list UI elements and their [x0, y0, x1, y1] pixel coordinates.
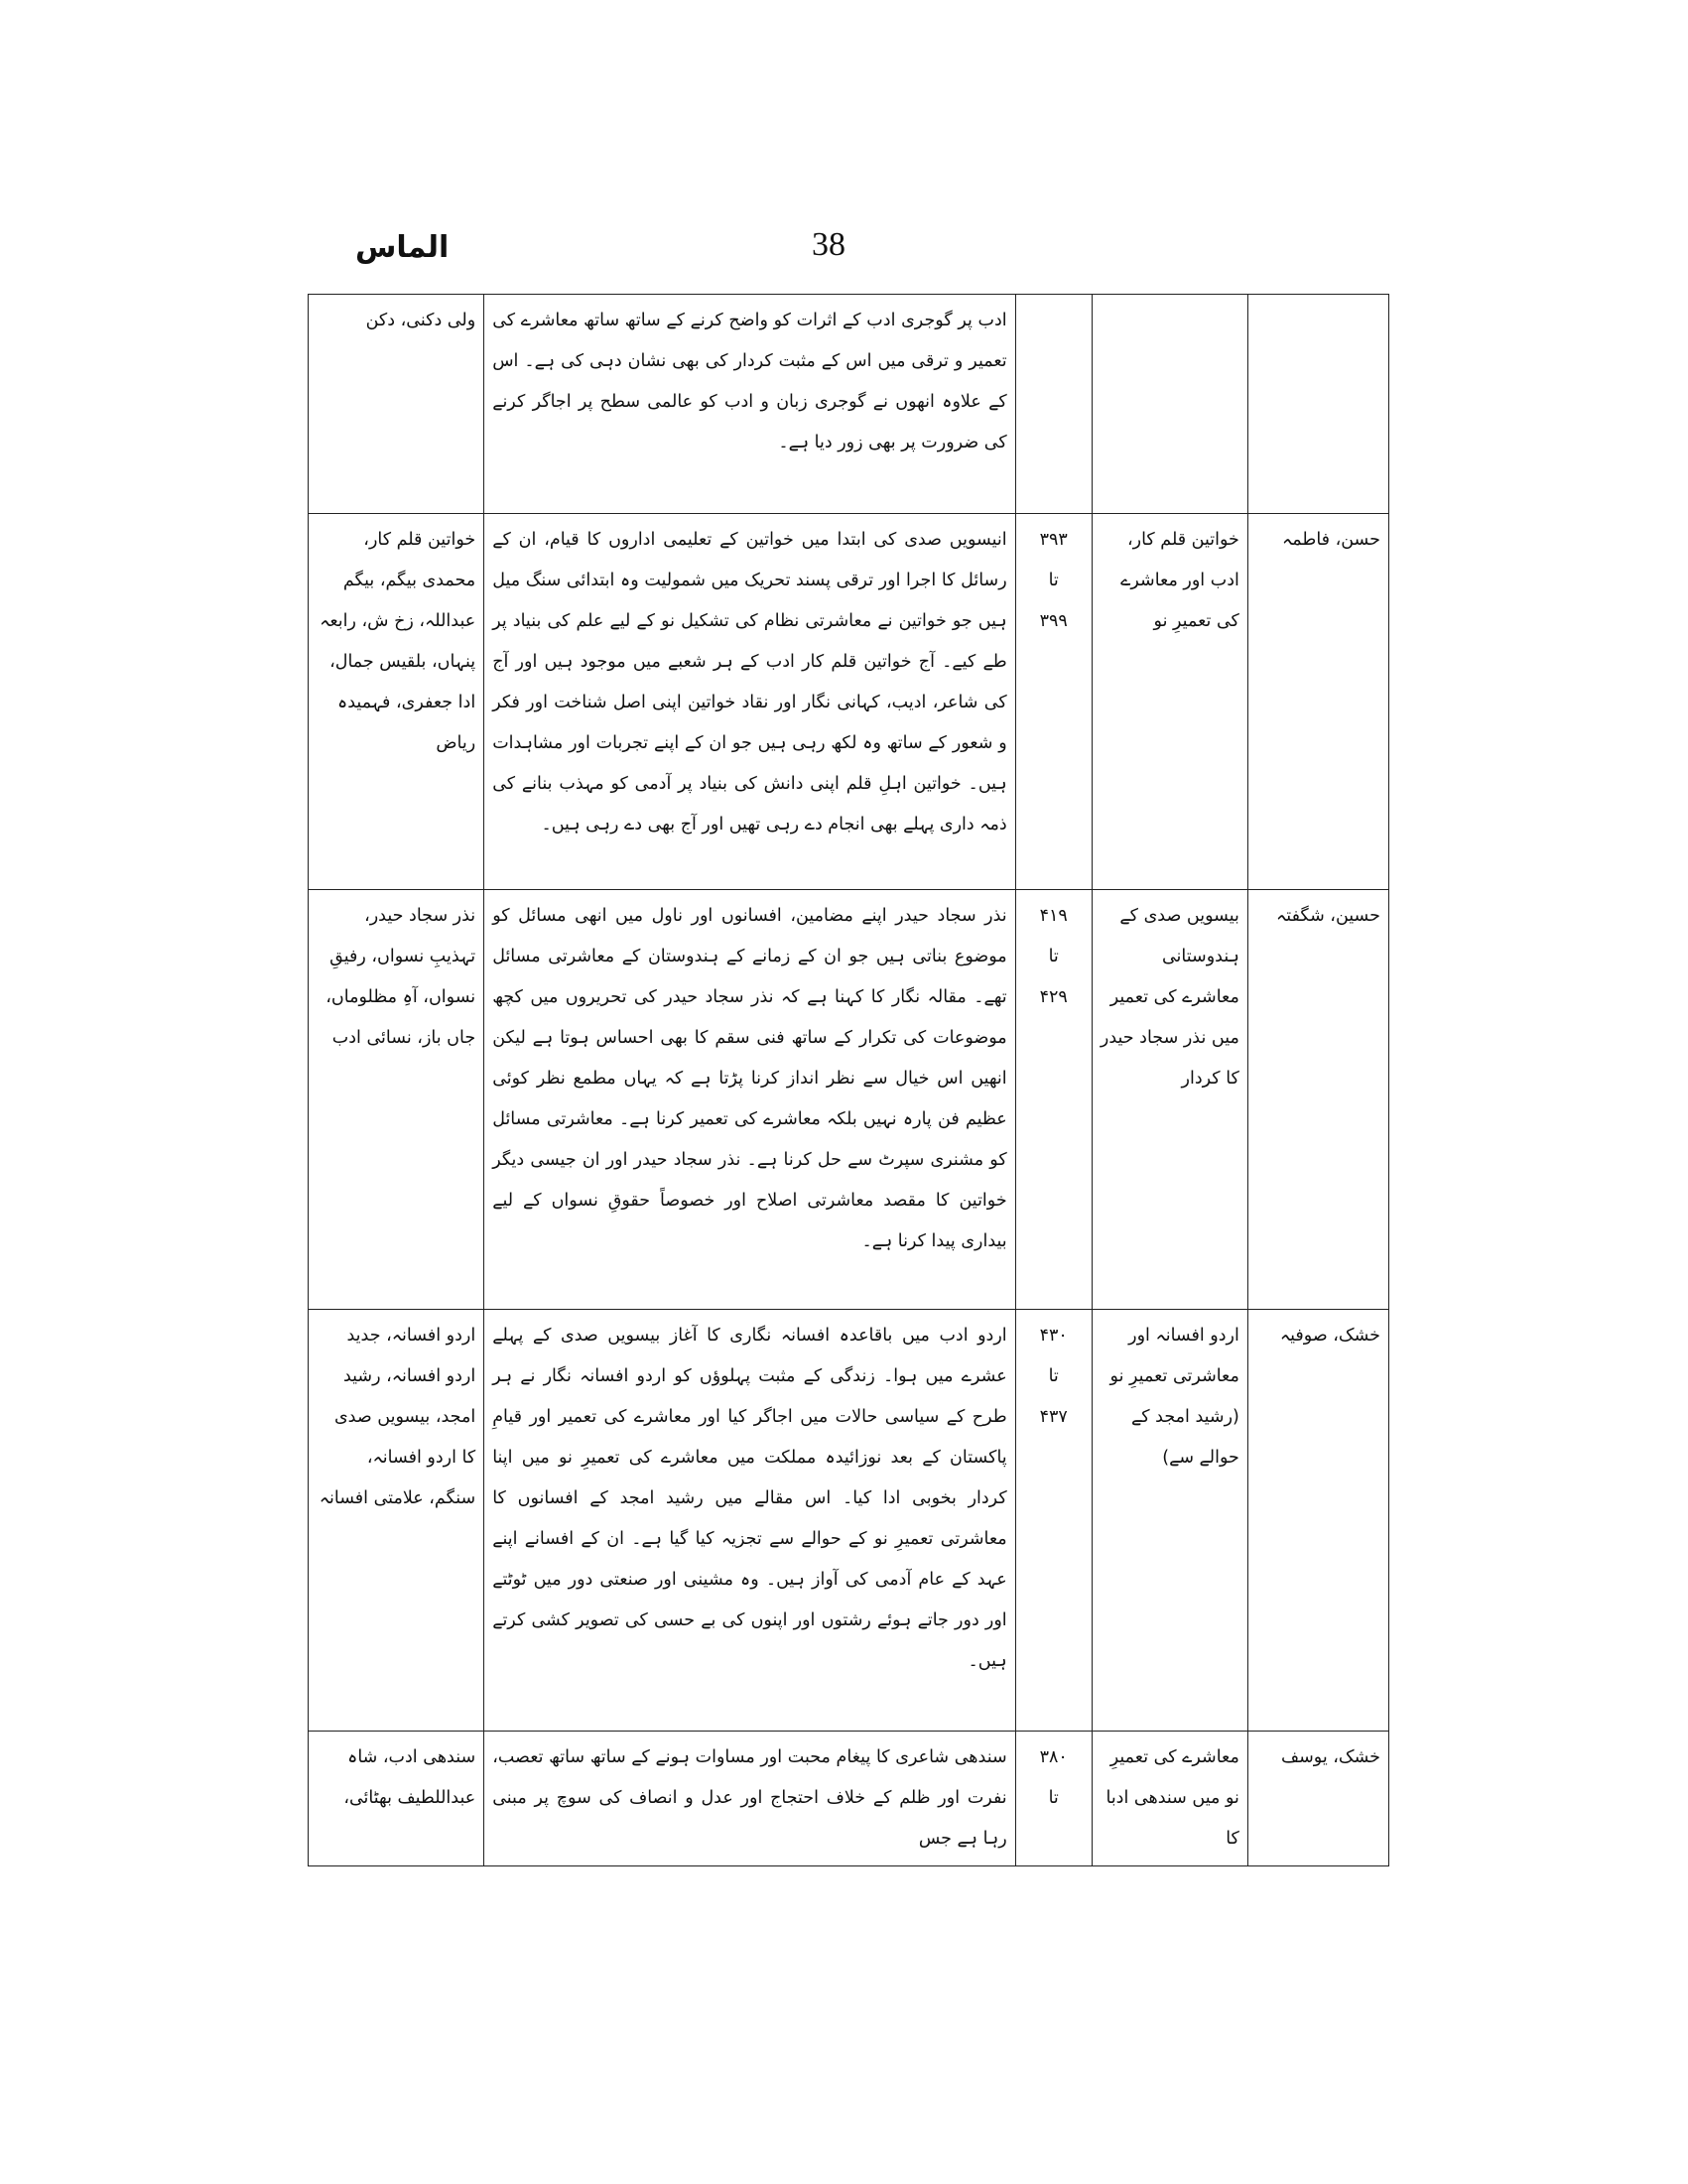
page-start: ۴۳۰ — [1039, 1326, 1068, 1346]
pages-cell — [1015, 1732, 1092, 1866]
keywords-cell: اردو افسانہ، جدید اردو افسانہ، رشید امجد، بیسویں صدی کا اردو افسانہ، سنگم، علامتی افسانہ — [309, 1310, 484, 1732]
pages-cell — [1015, 1310, 1092, 1732]
page-sep: تا — [1048, 571, 1059, 590]
table-row — [309, 890, 1389, 1310]
page-start: ۳۹۳ — [1039, 530, 1068, 550]
table-row — [309, 514, 1389, 890]
journal-name: الماس — [355, 230, 450, 265]
title-cell: بیسویں صدی کے ہندوستانی معاشرے کی تعمیر میں نذر سجاد حیدر کا کردار — [1092, 890, 1247, 1310]
table-row — [309, 295, 1389, 514]
author-cell: خشک، صوفیہ — [1247, 1310, 1388, 1732]
author-cell: حسین، شگفتہ — [1247, 890, 1388, 1310]
page-sep: تا — [1048, 1788, 1059, 1808]
page-end: ۴۲۹ — [1039, 987, 1068, 1007]
abstract-cell: ادب پر گوجری ادب کے اثرات کو واضح کرنے کے ساتھ ساتھ معاشرے کی تعمیر و ترقی میں اس کے مثبت کردار کی بھی نشان دہی کی ہے۔ اس کے علاوہ انھوں نے گوجری زبان و ادب کو عالمی سطح پر اجاگر کرنے کی ضرورت پر بھی زور دیا ہے۔ — [484, 295, 1015, 514]
author-cell: خشک، یوسف — [1247, 1732, 1388, 1866]
table-row — [309, 1732, 1389, 1866]
page-end: ۳۹۹ — [1039, 611, 1068, 631]
author-cell — [1247, 295, 1388, 514]
pages-cell — [1015, 295, 1092, 514]
keywords-cell: سندھی ادب، شاہ عبداللطیف بھٹائی، — [309, 1732, 484, 1866]
page-end: ۴۳۷ — [1039, 1407, 1068, 1427]
abstract-cell: نذر سجاد حیدر اپنے مضامین، افسانوں اور ناول میں انھی مسائل کو موضوع بناتی ہیں جو ان کے زمانے کے ہندوستان کے معاشرتی مسائل تھے۔ مقالہ نگار کا کہنا ہے کہ نذر سجاد حیدر کی تحریروں میں کچھ موضوعات کی تکرار کے ساتھ فنی سقم کا بھی احساس ہوتا ہے لیکن انھیں اس خیال سے نظر انداز کرنا پڑتا ہے کہ یہاں مطمع نظر کوئی عظیم فن پارہ نہیں بلکہ معاشرے کی تعمیر کرنا ہے۔ معاشرتی مسائل کو مشنری سپرٹ سے حل کرنا ہے۔ نذر سجاد حیدر اور ان جیسی دیگر خواتین کا مقصد معاشرتی اصلاح اور خصوصاً حقوقِ نسواں کے لیے بیداری پیدا کرنا ہے۔ — [484, 890, 1015, 1310]
pages-cell — [1015, 890, 1092, 1310]
page-sep: تا — [1048, 947, 1059, 966]
keywords-cell: نذر سجاد حیدر، تہذیبِ نسواں، رفیقِ نسواں، آہِ مظلوماں، جاں باز، نسائی ادب — [309, 890, 484, 1310]
title-cell: خواتین قلم کار، ادب اور معاشرے کی تعمیرِ نو — [1092, 514, 1247, 890]
title-cell: معاشرے کی تعمیرِ نو میں سندھی ادبا کا — [1092, 1732, 1247, 1866]
pages-cell — [1015, 514, 1092, 890]
title-cell — [1092, 295, 1247, 514]
keywords-cell: خواتین قلم کار، محمدی بیگم، بیگم عبداللہ، زخ ش، رابعہ پنہاں، بلقیس جمال، ادا جعفری، فہمیدہ ریاض — [309, 514, 484, 890]
index-table — [308, 294, 1389, 1866]
title-cell: اردو افسانہ اور معاشرتی تعمیرِ نو (رشید امجد کے حوالے سے) — [1092, 1310, 1247, 1732]
abstract-cell: انیسویں صدی کی ابتدا میں خواتین کے تعلیمی اداروں کا قیام، ان کے رسائل کا اجرا اور ترقی پسند تحریک میں شمولیت وہ ابتدائی سنگ میل ہیں جو خواتین نے معاشرتی نظام کی تشکیل نو کے لیے علم کی بنیاد پر طے کیے۔ آج خواتین قلم کار ادب کے ہر شعبے میں موجود ہیں اور آج کی شاعر، ادیب، کہانی نگار اور نقاد خواتین اپنی اصل شناخت اور فکر و شعور کے ساتھ وہ لکھ رہی ہیں جو ان کے اپنے تجربات اور مشاہدات ہیں۔ خواتین اہلِ قلم اپنی دانش کی بنیاد پر آدمی کو مہذب بنانے کی ذمہ داری پہلے بھی انجام دے رہی تھیں اور آج بھی دے رہی ہیں۔ — [484, 514, 1015, 890]
keywords-cell: ولی دکنی، دکن — [309, 295, 484, 514]
abstract-cell: سندھی شاعری کا پیغام محبت اور مساوات ہونے کے ساتھ ساتھ تعصب، نفرت اور ظلم کے خلاف احتجاج اور عدل و انصاف کی سوچ پر مبنی رہا ہے جس — [484, 1732, 1015, 1866]
page-start: ۳۸۰ — [1039, 1747, 1068, 1767]
page-number: 38 — [812, 226, 845, 263]
page-sep: تا — [1048, 1366, 1059, 1386]
author-cell: حسن، فاطمہ — [1247, 514, 1388, 890]
page-start: ۴۱۹ — [1039, 906, 1068, 926]
abstract-cell: اردو ادب میں باقاعدہ افسانہ نگاری کا آغاز بیسویں صدی کے پہلے عشرے میں ہوا۔ زندگی کے مثبت پہلوؤں کو اردو افسانہ نگار نے ہر طرح کے سیاسی حالات میں اجاگر کیا اور معاشرے کی تعمیر اور قیامِ پاکستان کے بعد نوزائیدہ مملکت میں معاشرے کی تعمیرِ نو میں اپنا کردار بخوبی ادا کیا۔ اس مقالے میں رشید امجد کے افسانوں کا معاشرتی تعمیرِ نو کے حوالے سے تجزیہ کیا گیا ہے۔ ان کے افسانے اپنے عہد کے عام آدمی کی آواز ہیں۔ وہ مشینی اور صنعتی دور میں ٹوٹتے اور دور جاتے ہوئے رشتوں اور اپنوں کی بے حسی کی تصویر کشی کرتے ہیں۔ — [484, 1310, 1015, 1732]
table-row — [309, 1310, 1389, 1732]
